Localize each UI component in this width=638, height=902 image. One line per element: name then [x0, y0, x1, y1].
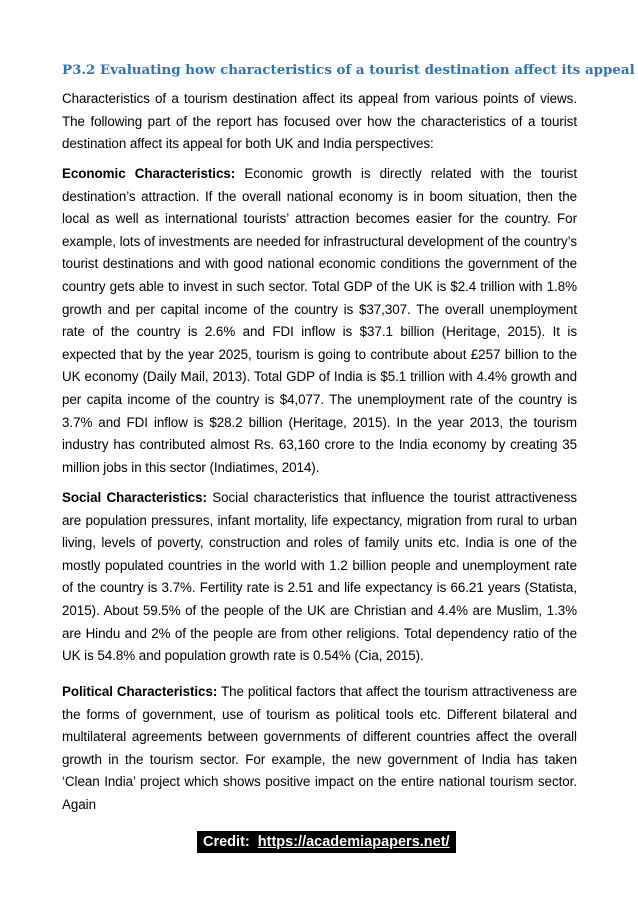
intro-paragraph: Characteristics of a tourism destination affect its appeal from various points of views. The following part of the report has focused over how the characteristics of a tourist destination affect its appeal for both UK and India perspectives: — [62, 91, 577, 152]
political-paragraph — [62, 681, 577, 817]
political-lead: Political Characteristics: — [62, 684, 218, 699]
credit-banner — [197, 831, 456, 853]
social-body: Social characteristics that influence the tourist attractiveness are population pressures, infant mortality, life expectancy, migration from rural to urban living, levels of poverty, construction and roles of family units etc. India is one of the mostly populated countries in the world with 1.2 billion people and unemployment rate of the country is 3.7%. Fertility rate is 2.51 and life expectancy is 66.21 years (Statista, 2015). About 59.5% of the people of the UK are Christian and 4.4% are Muslim, 1.3% are Hindu and 2% of the people are from other religions. Total dependency ratio of the UK is 54.8% and population growth rate is 0.54% (Cia, 2015). — [62, 490, 577, 664]
political-body: The political factors that affect the tourism attractiveness are the forms of government, use of tourism as political tools etc. Different bilateral and multilateral agreements between governments of different countries affect the overall growth in the tourism sector. For example, the new government of India has taken ‘Clean India’ project which shows positive impact on the entire national tourism sector. Again — [62, 684, 577, 812]
social-paragraph — [62, 487, 577, 668]
section-heading: P3.2 Evaluating how characteristics of a tourist destination affect its appeal — [62, 62, 635, 78]
social-lead: Social Characteristics: — [62, 490, 207, 505]
economic-paragraph — [62, 163, 577, 479]
economic-body: Economic growth is directly related with the tourist destination’s attraction. If the overall national economy is in boom situation, then the local as well as international tourists’ attraction becomes easier for the country. For example, lots of investments are needed for infrastructural development of the country’s tourist destinations and with good national economic conditions the government of the country gets able to invest in such sector. Total GDP of the UK is $2.4 trillion with 1.8% growth and per capital income of the country is $37,307. The overall unemployment rate of the country is 2.6% and FDI inflow is $37.1 billion (Heritage, 2015). It is expected that by the year 2025, tourism is going to contribute about £257 billion to the UK economy (Daily Mail, 2013). Total GDP of India is $5.1 trillion with 4.4% growth and per capita income of the country is $4,077. The unemployment rate of the country is 3.7% and FDI inflow is $28.2 billion (Heritage, 2015). In the year 2013, the tourism industry has contributed almost Rs. 63,160 crore to the India economy by creating 35 million jobs in this sector (Indiatimes, 2014). — [62, 166, 577, 475]
economic-lead: Economic Characteristics: — [62, 166, 236, 181]
credit-label: Credit: — [203, 834, 250, 850]
credit-link[interactable]: https://academiapapers.net/ — [257, 834, 450, 850]
